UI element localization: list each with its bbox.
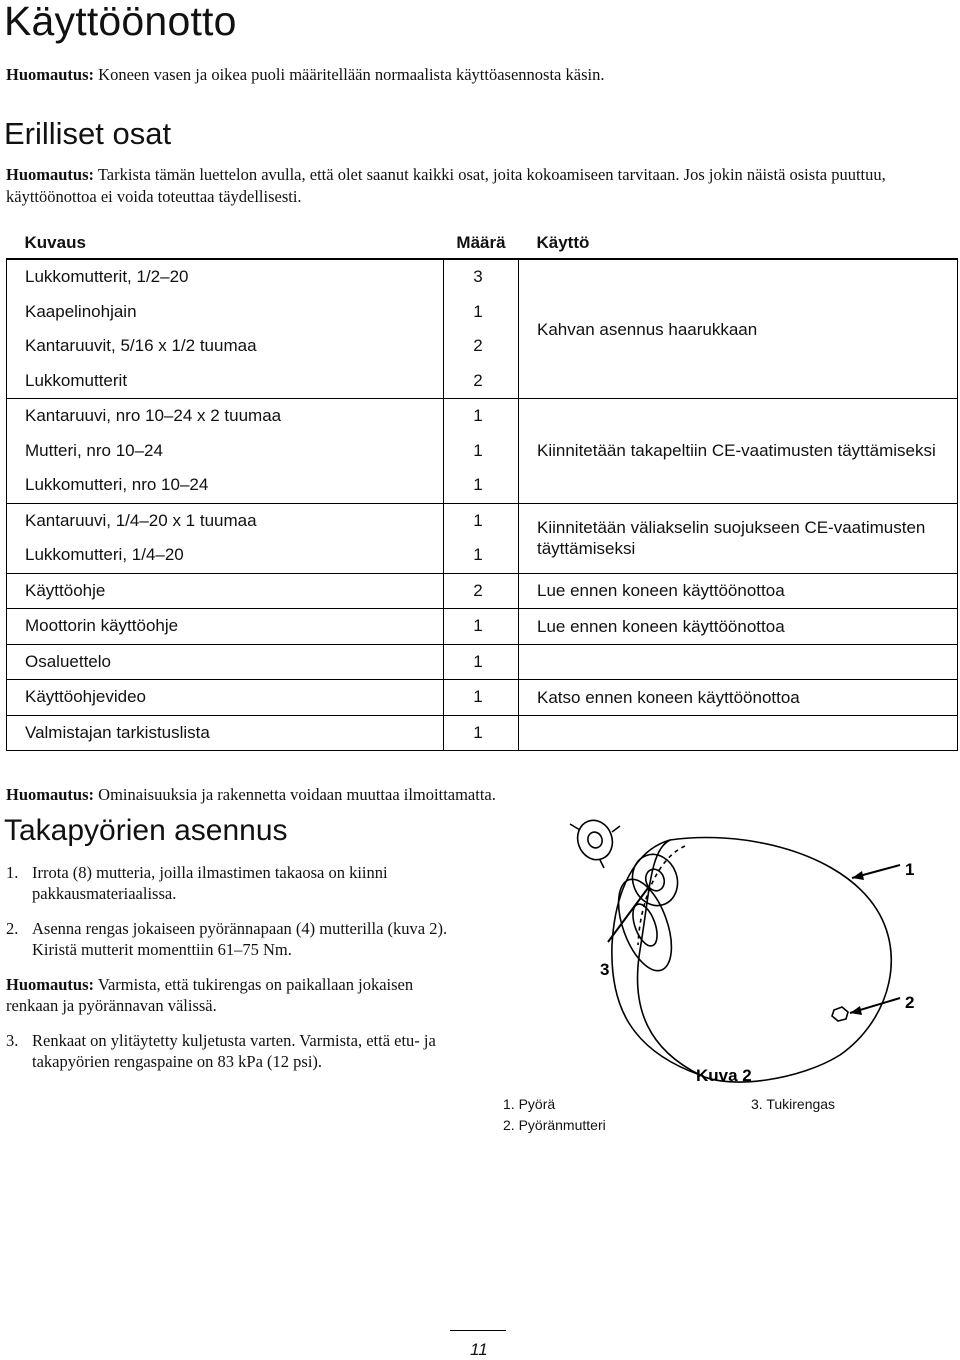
table-row (7, 503, 958, 538)
cell-use (519, 715, 958, 751)
step-3 (6, 1030, 456, 1072)
cell-description: Valmistajan tarkistuslista (7, 715, 444, 751)
cell-description: Lukkomutteri, 1/4–20 (7, 538, 444, 573)
wheel-figure (500, 810, 960, 1110)
step-1 (6, 862, 456, 904)
step-number: 3. (6, 1031, 19, 1050)
hub-stud (570, 824, 580, 830)
arrowhead-1 (852, 871, 864, 880)
section-title-rear-wheels: Takapyörien asennus (4, 814, 288, 847)
header-quantity: Määrä (444, 228, 519, 259)
cell-quantity: 1 (444, 609, 519, 645)
callout-2: 2 (905, 993, 915, 1012)
step-text: Asenna rengas jokaiseen pyörännapaan (4) mutterilla (kuva 2). Kiristä mutterit momenttiin 61–75 Nm. (32, 919, 448, 959)
note-support-ring (6, 974, 426, 1016)
callout-3: 3 (600, 960, 610, 979)
cell-quantity: 1 (444, 644, 519, 680)
cell-use: Lue ennen koneen käyttöönottoa (519, 573, 958, 609)
cell-quantity: 1 (444, 680, 519, 716)
note-text: Ominaisuuksia ja rakennetta voidaan muuttaa ilmoittamatta. (98, 785, 496, 804)
note-sides (6, 64, 604, 86)
page-number-rule (450, 1330, 506, 1331)
cell-description: Käyttöohjevideo (7, 680, 444, 716)
note-text: Koneen vasen ja oikea puoli määritellään normaalista käyttöasennosta käsin. (98, 65, 605, 84)
wheel-hub (572, 815, 618, 864)
cell-use: Kahvan asennus haarukkaan (519, 259, 958, 399)
section-title-separate-parts: Erilliset osat (4, 116, 172, 151)
note-text: Varmista, että tukirengas on paikallaan jokaisen renkaan ja pyörännavan välissä. (6, 975, 414, 1015)
cell-quantity: 1 (444, 468, 519, 503)
cell-quantity: 1 (444, 295, 519, 330)
tire-tread-line (638, 846, 685, 945)
legend-item-1: 1. Pyörä (503, 1096, 556, 1112)
callout-1: 1 (905, 860, 915, 879)
cell-quantity: 2 (444, 364, 519, 399)
cell-description: Kantaruuvi, 1/4–20 x 1 tuumaa (7, 503, 444, 538)
cell-quantity: 1 (444, 538, 519, 573)
cell-use: Kiinnitetään takapeltiin CE-vaatimusten täyttämiseksi (519, 399, 958, 504)
cell-quantity: 1 (444, 434, 519, 469)
table-row (7, 399, 958, 434)
cell-description: Lukkomutterit (7, 364, 444, 399)
cell-quantity: 3 (444, 259, 519, 295)
rim-outline (608, 872, 682, 977)
table-row (7, 259, 958, 295)
cell-quantity: 1 (444, 715, 519, 751)
table-row (7, 680, 958, 716)
header-description: Kuvaus (7, 228, 444, 259)
note-label: Huomautus: (6, 975, 95, 994)
note-text: Tarkista tämän luettelon avulla, että olet saanut kaikki osat, joita kokoamiseen tarvitaan. Jos jokin näistä osista puuttuu, käyttöönottoa ei voida toteuttaa täydellisesti. (6, 165, 886, 206)
arrowhead-2 (850, 1006, 862, 1015)
header-use: Käyttö (519, 228, 958, 259)
note-label: Huomautus: (6, 65, 95, 84)
cell-description: Kantaruuvit, 5/16 x 1/2 tuumaa (7, 329, 444, 364)
table-row (7, 644, 958, 680)
hub-stud (600, 860, 604, 868)
wheel-nut (832, 1007, 848, 1021)
cell-use: Kiinnitetään väliakselin suojukseen CE-vaatimusten täyttämiseksi (519, 503, 958, 573)
figure-caption: Kuva 2 (696, 1066, 752, 1085)
cell-quantity: 1 (444, 399, 519, 434)
cell-description: Moottorin käyttöohje (7, 609, 444, 645)
cell-description: Kantaruuvi, nro 10–24 x 2 tuumaa (7, 399, 444, 434)
cell-description: Lukkomutterit, 1/2–20 (7, 259, 444, 295)
table-header-row (7, 228, 958, 259)
legend-item-2: 2. Pyöränmutteri (503, 1117, 606, 1133)
cell-description: Osaluettelo (7, 644, 444, 680)
legend-item-3: 3. Tukirengas (751, 1096, 836, 1112)
note-label: Huomautus: (6, 165, 95, 184)
cell-quantity: 2 (444, 329, 519, 364)
note-changes (6, 784, 496, 806)
note-label: Huomautus: (6, 785, 95, 804)
parts-table (6, 228, 958, 751)
cell-quantity: 1 (444, 503, 519, 538)
step-text: Irrota (8) mutteria, joilla ilmastimen takaosa on kiinni pakkausmateriaalissa. (32, 863, 388, 903)
step-2 (6, 918, 456, 960)
hub-stud (612, 826, 620, 832)
step-text: Renkaat on ylitäytetty kuljetusta varten. Varmista, että etu- ja takapyörien rengaspaine on 83 kPa (12 psi). (32, 1031, 436, 1071)
cell-description: Lukkomutteri, nro 10–24 (7, 468, 444, 503)
table-row (7, 715, 958, 751)
cell-description: Käyttöohje (7, 573, 444, 609)
step-number: 1. (6, 863, 19, 882)
page-title: Käyttöönotto (4, 0, 237, 44)
page-number: 11 (470, 1340, 488, 1359)
cell-description: Kaapelinohjain (7, 295, 444, 330)
table-row (7, 609, 958, 645)
cell-description: Mutteri, nro 10–24 (7, 434, 444, 469)
note-parts-check (6, 164, 956, 208)
table-row (7, 573, 958, 609)
cell-use: Lue ennen koneen käyttöönottoa (519, 609, 958, 645)
cell-use: Katso ennen koneen käyttöönottoa (519, 680, 958, 716)
cell-quantity: 2 (444, 573, 519, 609)
cell-use (519, 644, 958, 680)
wheel-hub-center (586, 830, 605, 850)
step-number: 2. (6, 919, 19, 938)
